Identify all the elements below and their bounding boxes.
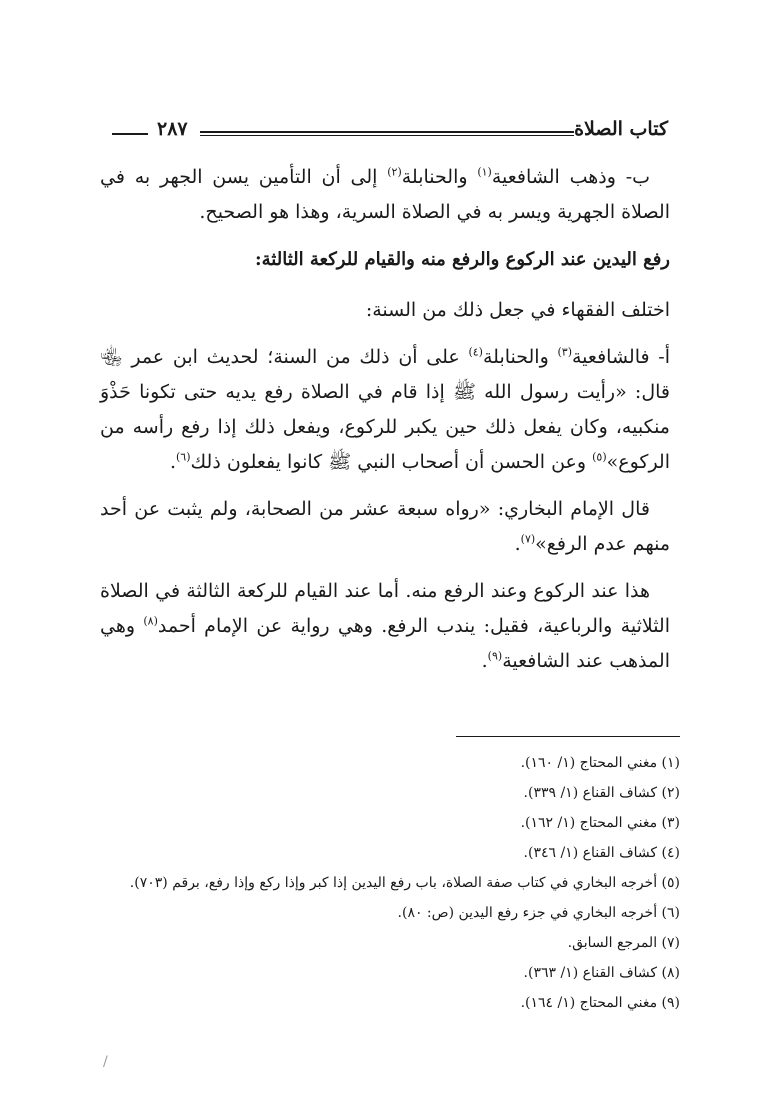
footnote-9: (٩) مغني المحتاج (١/ ١٦٤). (520, 995, 680, 1011)
footnotes (100, 748, 680, 1018)
footnote-3: (٣) مغني المحتاج (١/ ١٦٢). (520, 815, 680, 831)
footnote-ref-6: (٦) (176, 450, 191, 464)
footnote-4: (٤) كشاف القناع (١/ ٣٤٦). (523, 845, 680, 861)
main-text (100, 160, 670, 691)
footnote-ref-8: (٨) (143, 614, 158, 628)
margin-mark: / (103, 1054, 108, 1070)
text-run: . (169, 451, 176, 473)
text-run: وهي المذهب عند الشافعية (100, 615, 670, 672)
paragraph-4 (100, 492, 670, 562)
footnote-5: (٥) أخرجه البخاري في كتاب صفة الصلاة، باب رفع اليدين إذا كبر وإذا ركع وإذا رفع، برقم (٧٠٣). (129, 875, 680, 891)
footnote-1: (١) مغني المحتاج (١/ ١٦٠). (520, 755, 680, 771)
footnote-separator (456, 736, 680, 737)
footnote-ref-3: (٣) (557, 345, 572, 359)
text-run: على أن ذلك من السنة؛ لحديث ابن عمر ﵄ قال: «رأيت رسول الله ﷺ إذا قام في الصلاة رفع يديه حتى تكونا حَذْوَ منكبيه، وكان يفعل ذلك حين يكبر للركوع، ويفعل ذلك إذا رفع رأسه من الركوع» (100, 346, 670, 473)
footnote-ref-7: (٧) (520, 532, 536, 546)
running-header (112, 118, 668, 148)
footnote-6: (٦) أخرجه البخاري في جزء رفع اليدين (ص: ٨٠). (397, 905, 680, 921)
footnote-ref-9: (٩) (487, 649, 503, 663)
header-rule-long (200, 131, 574, 136)
section-heading: رفع اليدين عند الركوع والرفع منه والقيام للركعة الثالثة: (255, 249, 670, 270)
text-run: . (481, 650, 488, 672)
footnote-7: (٧) المرجع السابق. (567, 935, 680, 951)
page-number: ٢٨٧ (157, 118, 188, 140)
paragraph-3 (100, 340, 670, 480)
paragraph-5 (100, 574, 670, 679)
text-run: وعن الحسن أن أصحاب النبي ﷺ كانوا يفعلون ذلك (190, 451, 593, 473)
footnote-ref-1: (١) (477, 165, 492, 179)
text-run: قال الإمام البخاري: «رواه سبعة عشر من الصحابة، ولم يثبت عن أحد منهم عدم الرفع» (100, 498, 670, 555)
footnote-8: (٨) كشاف القناع (١/ ٣٦٣). (523, 965, 680, 981)
book-title: كتاب الصلاة (574, 118, 668, 140)
footnote-ref-5: (٥) (592, 450, 607, 464)
footnote-2: (٢) كشاف القناع (١/ ٣٣٩). (523, 785, 680, 801)
header-rule-short (112, 133, 148, 135)
paragraph-1 (100, 160, 670, 230)
text-run: والحنابلة (401, 166, 478, 188)
paragraph-2: اختلف الفقهاء في جعل ذلك من السنة: (365, 299, 670, 321)
text-run: والحنابلة (482, 346, 558, 368)
text-run: أ- فالشافعية (572, 346, 670, 368)
text-run: ب- وذهب الشافعية (491, 166, 650, 188)
footnote-ref-2: (٢) (387, 165, 402, 179)
footnote-ref-4: (٤) (468, 345, 483, 359)
text-run: هذا عند الركوع وعند الرفع منه. أما عند القيام للركعة الثالثة في الصلاة الثلاثية والرباعية، فقيل: يندب الرفع. وهي رواية عن الإمام أحمد (100, 580, 670, 637)
text-run: إلى أن التأمين يسن الجهر به في الصلاة الجهرية ويسر به في الصلاة السرية، وهذا هو الصحيح. (100, 166, 670, 223)
text-run: . (514, 533, 521, 555)
